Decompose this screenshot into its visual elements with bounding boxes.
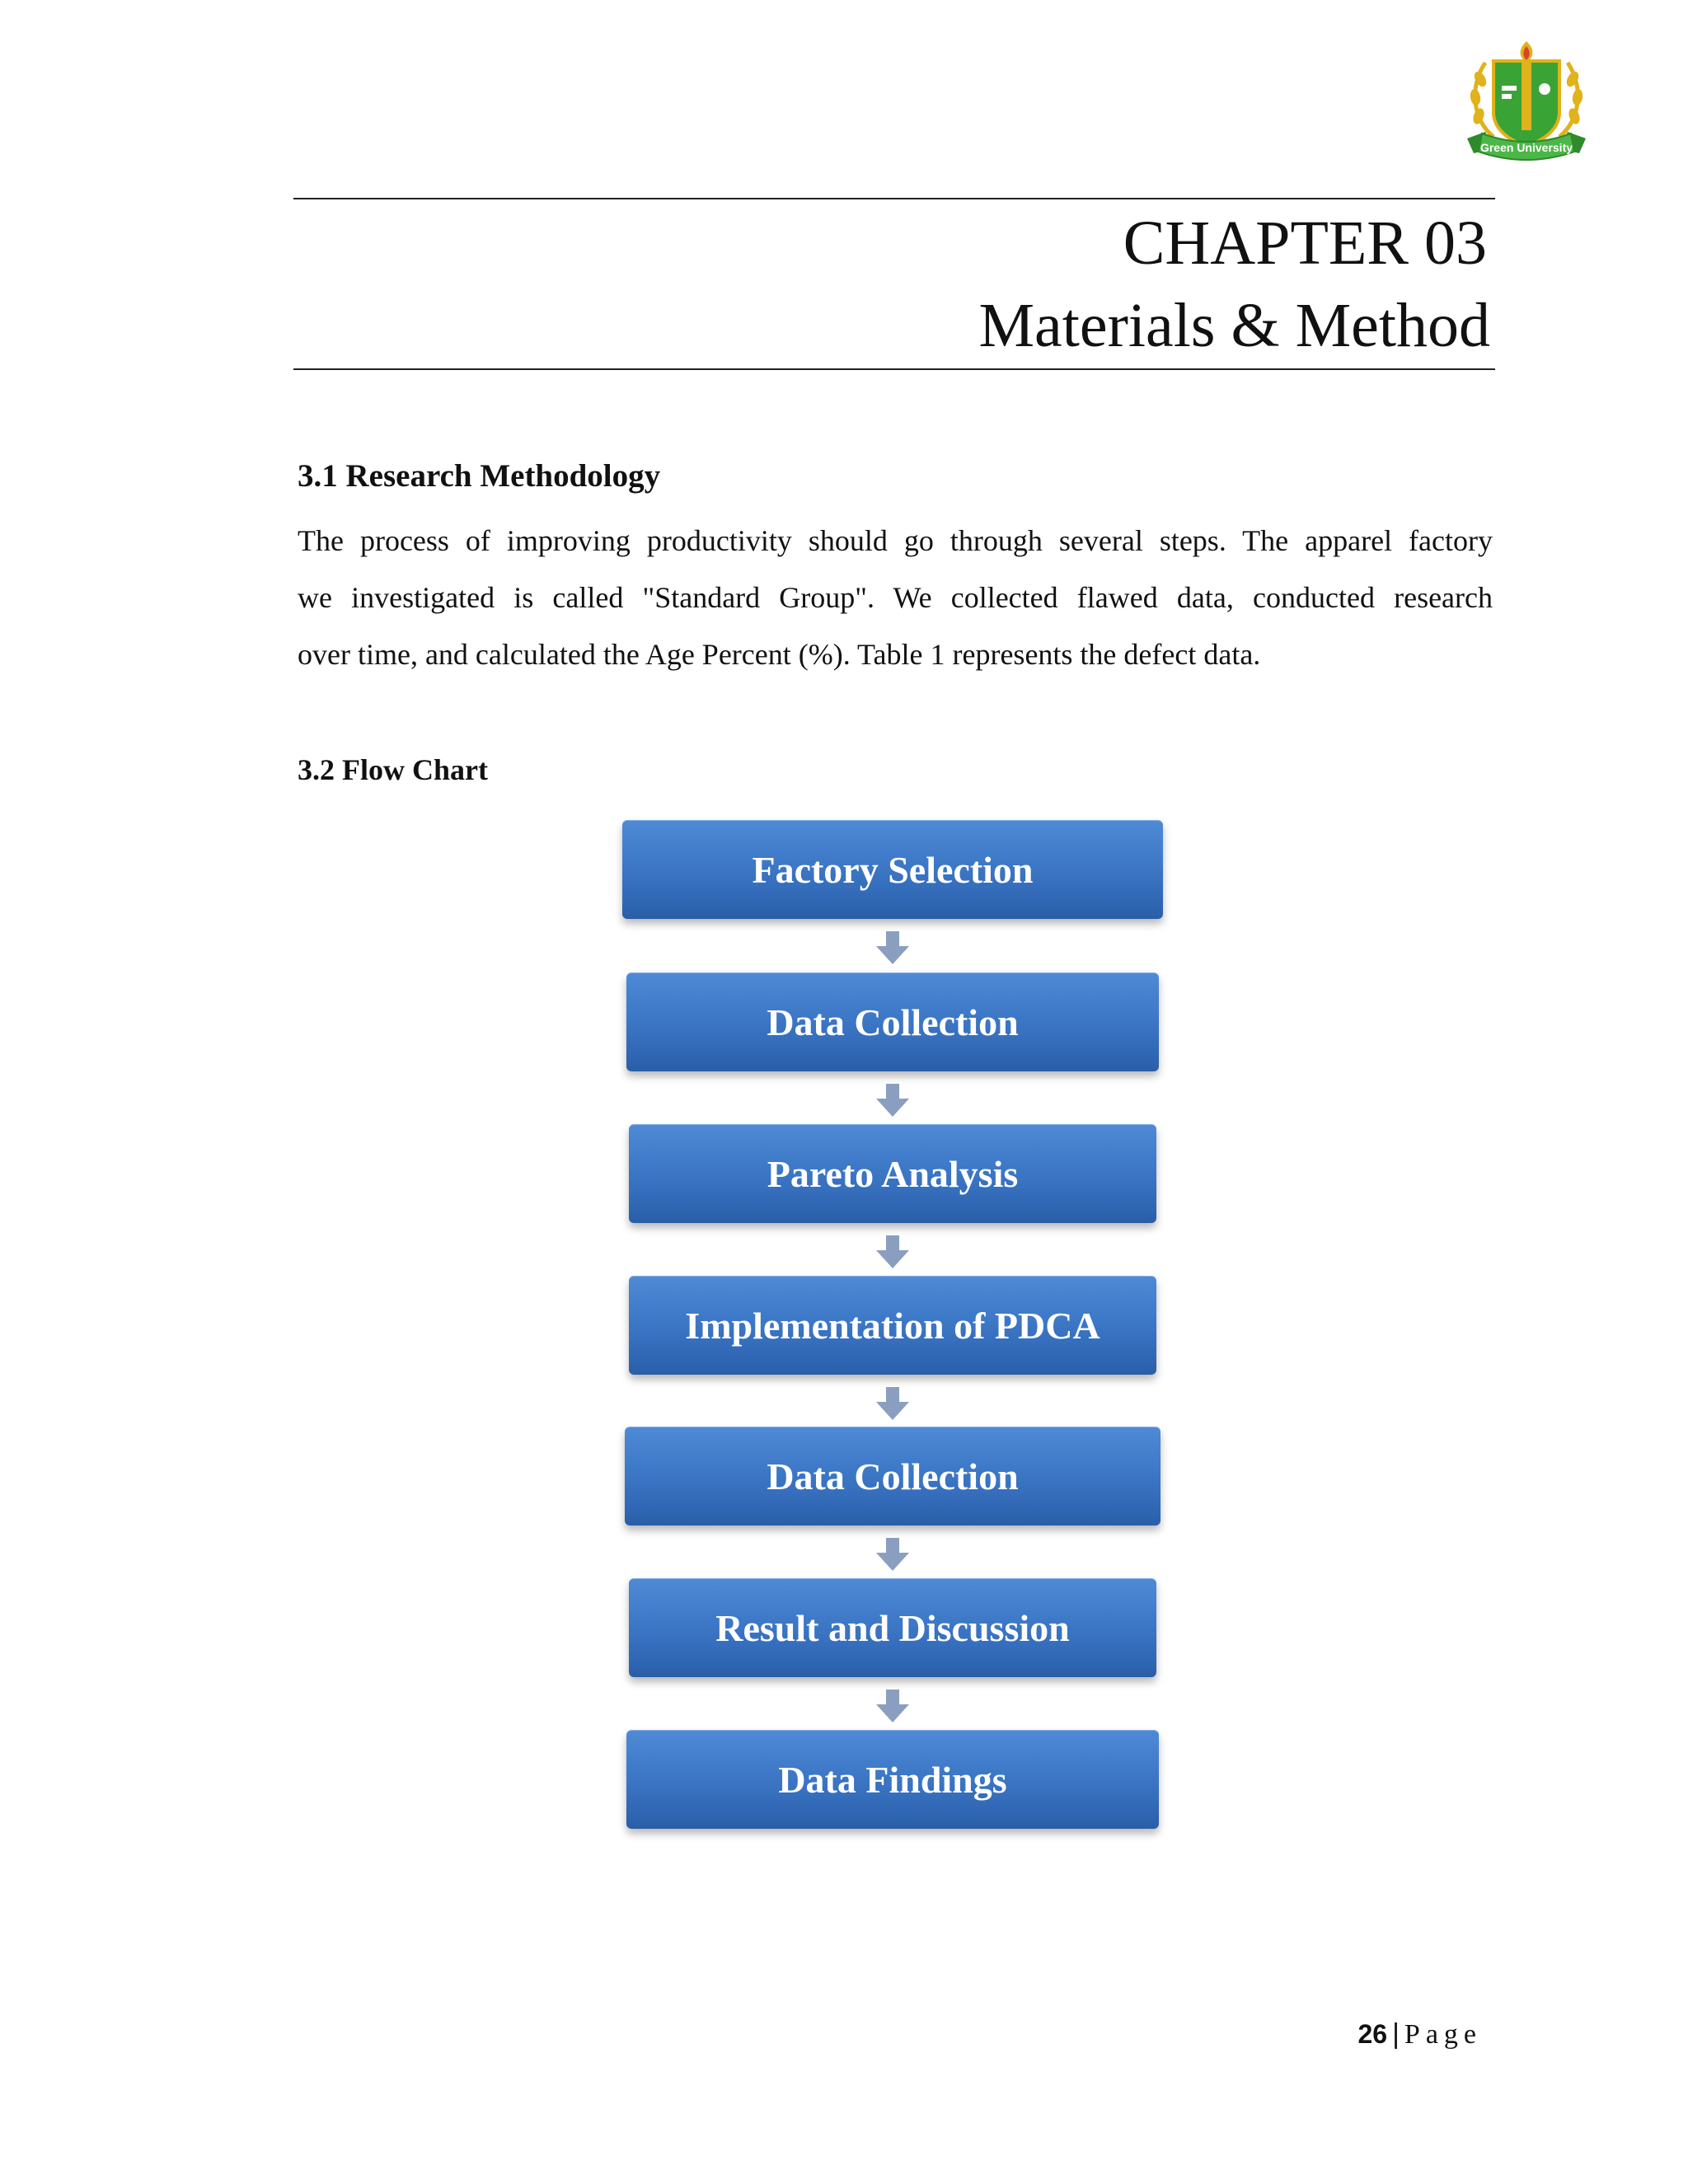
arrow-down-icon (874, 1084, 911, 1118)
flow-step-result-and-discussion: Result and Discussion (629, 1578, 1156, 1677)
page-footer (1357, 2016, 1482, 2053)
flow-step-implementation-of-pdca: Implementation of PDCA (629, 1276, 1156, 1375)
university-crest-icon (1461, 38, 1592, 170)
footer-separator: | (1392, 2018, 1400, 2050)
flow-step-data-collection-2: Data Collection (625, 1427, 1160, 1526)
flow-step-pareto-analysis: Pareto Analysis (629, 1124, 1156, 1223)
chapter-title: Materials & Method (978, 291, 1490, 360)
chapter-number: CHAPTER 03 (1123, 209, 1487, 278)
paragraph-line: over time, and calculated the Age Percent (%). Table 1 represents the defect data. (298, 638, 1261, 671)
logo-text: Green University (1479, 141, 1573, 154)
arrow-down-icon (874, 931, 911, 966)
arrow-down-icon (874, 1387, 911, 1422)
paragraph-line: The process of improving productivity should go through several steps. The apparel factory (298, 524, 1493, 557)
flow-step-data-findings: Data Findings (626, 1730, 1159, 1829)
page-label: Page (1404, 2019, 1482, 2050)
header-bottom-rule (293, 368, 1495, 370)
header-top-rule (293, 198, 1495, 199)
research-methodology-paragraph (298, 513, 1493, 683)
page-number: 26 (1357, 2019, 1388, 2049)
flow-step-data-collection-1: Data Collection (626, 972, 1159, 1071)
arrow-down-icon (874, 1538, 911, 1572)
section-heading-research-methodology: 3.1 Research Methodology (298, 458, 661, 494)
paragraph-line: we investigated is called "Standard Group". We collected flawed data, conducted research (298, 581, 1493, 614)
arrow-down-icon (874, 1690, 911, 1724)
flow-step-factory-selection: Factory Selection (622, 820, 1163, 919)
arrow-down-icon (874, 1235, 911, 1270)
section-heading-flow-chart: 3.2 Flow Chart (298, 753, 488, 786)
